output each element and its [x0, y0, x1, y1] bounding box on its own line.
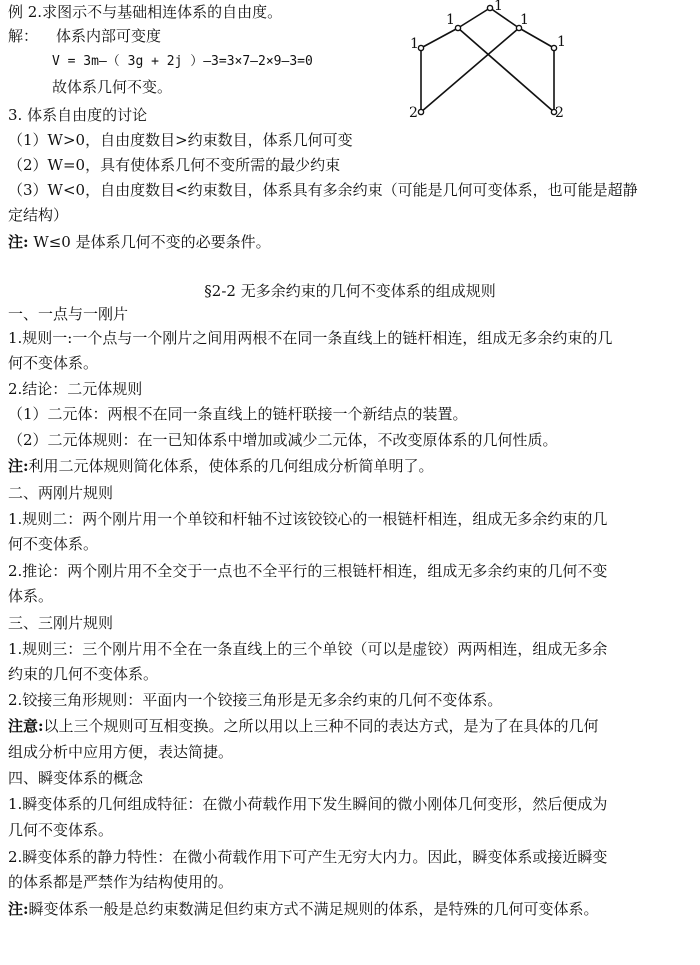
- conclusion-heading: 2.结论：二元体规则: [8, 380, 143, 398]
- instant-static-line2: 的体系都是严禁作为结构使用的。: [8, 873, 234, 891]
- node-label-bottom-right: 2: [555, 105, 564, 121]
- section3-note: [8, 230, 271, 254]
- example-conclusion: 故体系几何不变。: [52, 78, 173, 96]
- section3-item3a: （3）W<0，自由度数目<约束数目，体系具有多余约束（可能是几何可变体系，也可能是超静: [8, 181, 638, 199]
- example-title: 例 2.求图示不与基础相连体系的自由度。: [8, 3, 283, 21]
- instant-line1: 1.瞬变体系的几何组成特征：在微小荷载作用下发生瞬间的微小刚体几何变形，然后便成为: [8, 795, 608, 813]
- solution-line: [8, 24, 161, 48]
- solution-text: 体系内部可变度: [56, 27, 162, 45]
- note1-text: 利用二元体规则简化体系，使体系的几何组成分析简单明了。: [28, 457, 434, 475]
- node-label-upper-right: 1: [520, 12, 529, 28]
- note2-line2: 组成分析中应用方便，表达简捷。: [8, 743, 234, 761]
- note3: [8, 897, 599, 921]
- node-label-bottom-left: 2: [409, 105, 418, 121]
- note-text: W≤0 是体系几何不变的必要条件。: [28, 233, 271, 251]
- section3-item3b: 定结构）: [8, 206, 69, 224]
- rule1-line1: 1.规则一:一个点与一个刚片之间用两根不在同一条直线上的链杆相连，组成无多余约束的几: [8, 329, 613, 347]
- triangle-rule: 2.铰接三角形规则：平面内一个铰接三角形是无多余约束的几何不变体系。: [8, 691, 503, 709]
- formula: V = 3m—（ 3g + 2j ）—3=3×7—2×9—3=0: [52, 54, 313, 69]
- solution-label: 解：: [8, 27, 39, 45]
- node-label-upper-left: 1: [446, 12, 455, 28]
- section3-item1: （1）W>0，自由度数目>约束数目，体系几何可变: [8, 131, 353, 149]
- part1-heading: 一、一点与一刚片: [8, 305, 129, 323]
- part4-heading: 四、瞬变体系的概念: [8, 769, 144, 787]
- section-title: §2-2 无多余约束的几何不变体系的组成规则: [204, 282, 496, 300]
- note-label: 注:: [8, 233, 29, 251]
- note2-line1: [8, 714, 599, 738]
- rule2-line1: 1.规则二：两个刚片用一个单铰和杆轴不过该铰铰心的一根链杆相连，组成无多余约束的几: [8, 510, 608, 528]
- corollary-line1: 2.推论：两个刚片用不全交于一点也不全平行的三根链杆相连，组成无多余约束的几何不变: [8, 562, 608, 580]
- part2-heading: 二、两刚片规则: [8, 484, 114, 502]
- node-label-top: 1: [494, 0, 503, 14]
- note1: [8, 454, 434, 478]
- node-label-right: 1: [557, 34, 566, 50]
- rule1-line2: 何不变体系。: [8, 354, 99, 372]
- truss-figure: [408, 0, 578, 122]
- note1-label: 注:: [8, 457, 29, 475]
- note3-label: 注:: [8, 900, 29, 918]
- note2-label: 注意:: [8, 717, 44, 735]
- instant-line2: 几何不变体系。: [8, 821, 114, 839]
- section3-heading: 3. 体系自由度的讨论: [8, 106, 148, 124]
- part3-heading: 三、三刚片规则: [8, 614, 114, 632]
- instant-static-line1: 2.瞬变体系的静力特性：在微小荷载作用下可产生无穷大内力。因此，瞬变体系或接近瞬变: [8, 848, 608, 866]
- section3-item2: （2）W=0，具有使体系几何不变所需的最少约束: [8, 156, 341, 174]
- binary-def: （1）二元体：两根不在同一条直线上的链杆联接一个新结点的装置。: [8, 405, 468, 423]
- rule3-line2: 约束的几何不变体系。: [8, 665, 159, 683]
- note2-text: 以上三个规则可互相变换。之所以用以上三种不同的表达方式，是为了在具体的几何: [43, 717, 599, 735]
- node-label-left: 1: [410, 36, 419, 52]
- corollary-line2: 体系。: [8, 587, 54, 605]
- rule3-line1: 1.规则三：三个刚片用不全在一条直线上的三个单铰（可以是虚铰）两两相连，组成无多余: [8, 640, 608, 658]
- binary-rule: （2）二元体规则：在一已知体系中增加或减少二元体，不改变原体系的几何性质。: [8, 431, 558, 449]
- note3-text: 瞬变体系一般是总约束数满足但约束方式不满足规则的体系，是特殊的几何可变体系。: [28, 900, 599, 918]
- rule2-line2: 何不变体系。: [8, 535, 99, 553]
